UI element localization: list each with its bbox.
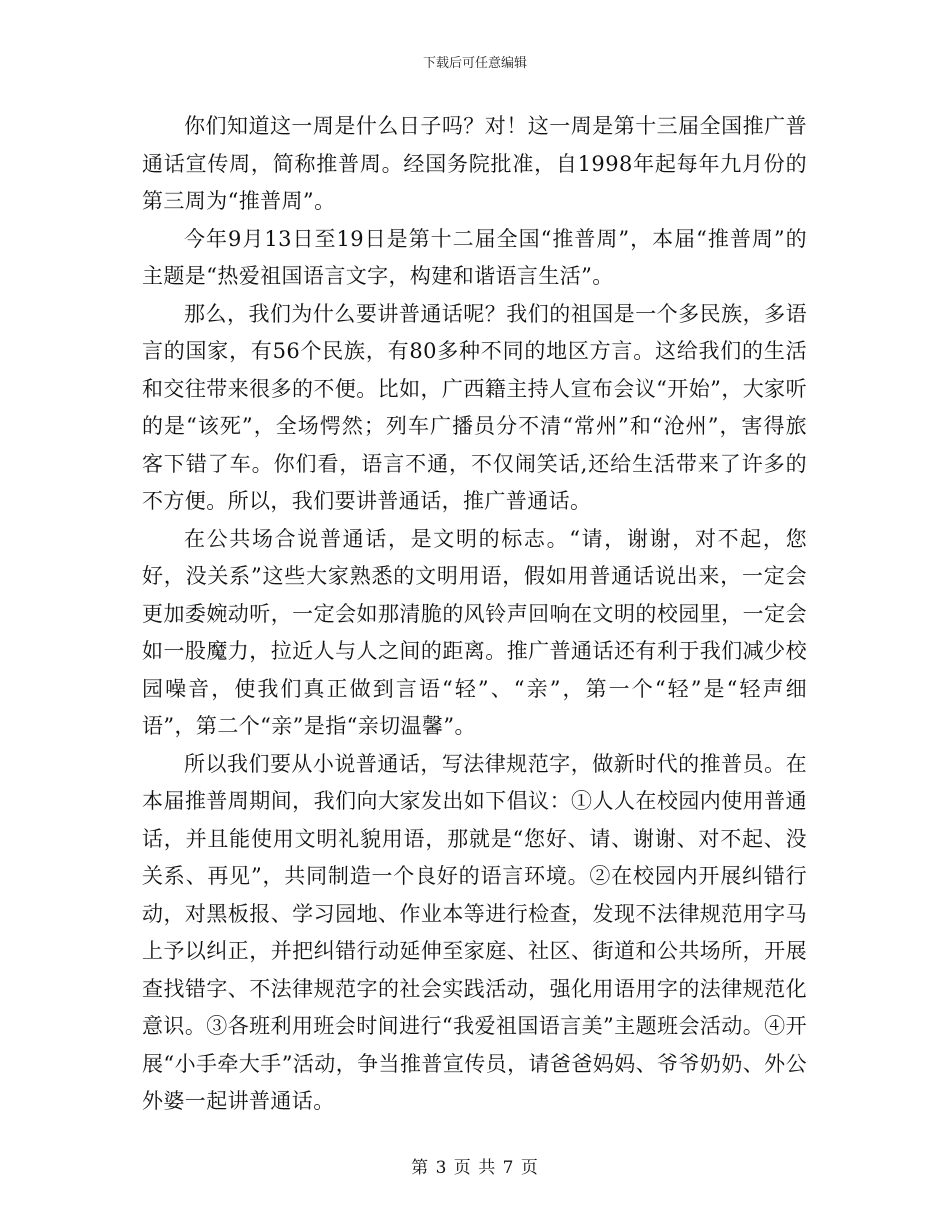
header-note: 下载后可任意编辑 [422,56,527,71]
paragraph-3: 那么，我们为什么要讲普通话呢？我们的祖国是一个多民族，多语言的国家，有56个民族，有80多种不同的地区方言。这给我们的生活和交往带来很多的不便。比如，广西籍主持人宣布会议“开始”，大家听的是“该死”，全场愕然；列车广播员分不清“常州”和“沧州”，害得旅客下错了车。你们看，语言不通，不仅闹笑话,还给生活带来了许多的不方便。所以，我们要讲普通话，推广普通话。 [142,301,807,513]
page-number: 第 3 页 共 7 页 [411,1158,539,1178]
document-body [142,108,807,1121]
paragraph-1: 你们知道这一周是什么日子吗？对！这一周是第十三届全国推广普通话宣传周，简称推普周。经国务院批准，自1998年起每年九月份的第三周为“推普周”。 [142,114,807,213]
paragraph-4: 在公共场合说普通话，是文明的标志。“请，谢谢，对不起，您好，没关系”这些大家熟悉的文明用语，假如用普通话说出来，一定会更加委婉动听，一定会如那清脆的风铃声回响在文明的校园里，一定会如一股魔力，拉近人与人之间的距离。推广普通话还有利于我们减少校园噪音，使我们真正做到言语“轻”、“亲”，第一个“轻”是“轻声细语”，第二个“亲”是指“亲切温馨”。 [142,526,807,738]
paragraph-2: 今年9月13日至19日是第十二届全国“推普周”，本届“推普周”的主题是“热爱祖国语言文字，构建和谐语言生活”。 [142,226,807,288]
paragraph-5: 所以我们要从小说普通话，写法律规范字，做新时代的推普员。在本届推普周期间，我们向大家发出如下倡议：①人人在校园内使用普通话，并且能使用文明礼貌用语，那就是“您好、请、谢谢、对不起、没关系、再见”，共同制造一个良好的语言环境。②在校园内开展纠错行动，对黑板报、学习园地、作业本等进行检查，发现不法律规范用字马上予以纠正，并把纠错行动延伸至家庭、社区、街道和公共场所，开展查找错字、不法律规范字的社会实践活动，强化用语用字的法律规范化意识。③各班利用班会时间进行“我爱祖国语言美”主题班会活动。④开展“小手牵大手”活动，争当推普宣传员，请爸爸妈妈、爷爷奶奶、外公外婆一起讲普通话。 [142,751,807,1113]
